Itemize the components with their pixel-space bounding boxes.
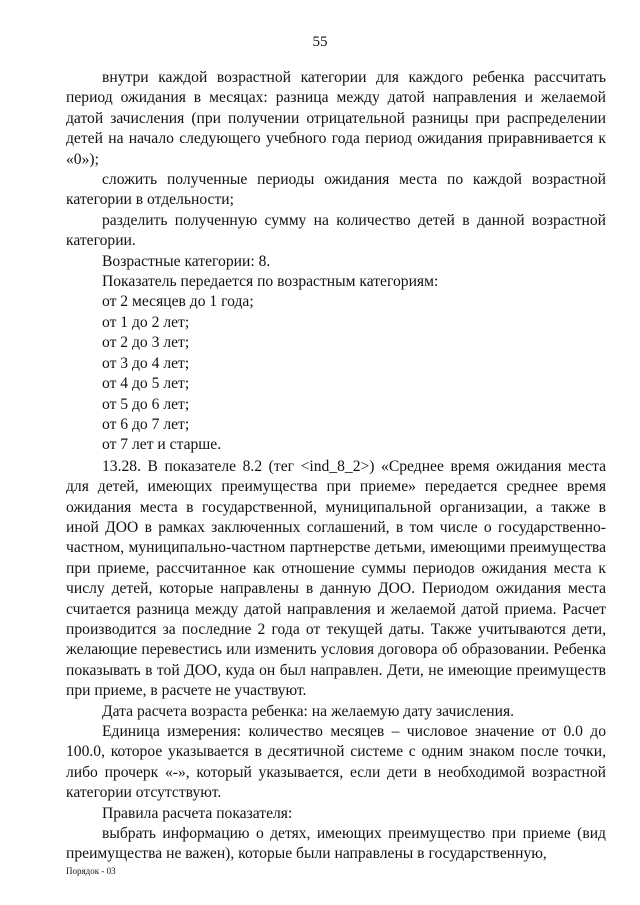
list-item: от 5 до 6 лет; [102, 395, 190, 413]
paragraph: Показатель передается по возрастным категориям: [102, 273, 439, 291]
paragraph: внутри каждой возрастной категории для каждого ребенка рассчитать период ожидания в месяцах: разница между датой направления и желаемой датой зачисления (при получении отрицательной разницы при распределении детей на начало следующего учебного года период ожидания приравнивается к «0»); [66, 69, 606, 168]
paragraph: выбрать информацию о детях, имеющих преимущество при приеме (вид преимущества не важен), которые были направлены в государственную, [66, 825, 606, 863]
page-number: 55 [312, 34, 328, 50]
paragraph: 13.28. В показателе 8.2 (тег <ind_8_2>) «Среднее время ожидания места для детей, имеющих преимущества при приеме» передается среднее время ожидания места в государственной, муниципальной организации, а также в иной ДОО в рамках заключенных соглашений, в том числе о государственно-частном, муниципально-частном партнерстве детьми, имеющими преимущества при приеме, рассчитанное как отношение суммы периодов ожидания места к числу детей, которые направлены в данную ДОО. Периодом ожидания места считается разница между датой направления и желаемой датой приема. Расчет производится за последние 2 года от текущей даты. Также учитываются дети, желающие перевестись или изменить условия договора об образовании. Ребенка показывать в той ДОО, куда он был направлен. Дети, не имеющие преимуществ при приеме, в расчете не участвуют. [66, 457, 606, 700]
paragraph: Единица измерения: количество месяцев – числовое значение от 0.0 до 100.0, которое указывается в десятичной системе с одним знаком после точки, либо прочерк «-», который указывается, если дети в необходимой возрастной категории отсутствуют. [66, 723, 606, 802]
paragraph: разделить полученную сумму на количество детей в данной возрастной категории. [66, 211, 606, 250]
footer-label: Порядок - 03 [66, 866, 116, 876]
list-item: от 2 до 3 лет; [102, 334, 190, 352]
paragraph: Возрастные категории: 8. [102, 252, 271, 270]
list-item: от 6 до 7 лет; [102, 415, 190, 433]
paragraph: сложить полученные периоды ожидания места по каждой возрастной категории в отдельности; [66, 171, 606, 209]
list-item: от 2 месяцев до 1 года; [102, 293, 254, 311]
list-item: от 3 до 4 лет; [102, 354, 190, 372]
list-item: от 4 до 5 лет; [102, 375, 190, 393]
paragraph: Дата расчета возраста ребенка: на желаемую дату зачисления. [102, 702, 515, 720]
list-item: от 1 до 2 лет; [102, 313, 190, 331]
paragraph: Правила расчета показателя: [102, 804, 293, 822]
list-item: от 7 лет и старше. [102, 436, 222, 454]
age-category-list [66, 292, 606, 455]
document-body [66, 68, 606, 865]
